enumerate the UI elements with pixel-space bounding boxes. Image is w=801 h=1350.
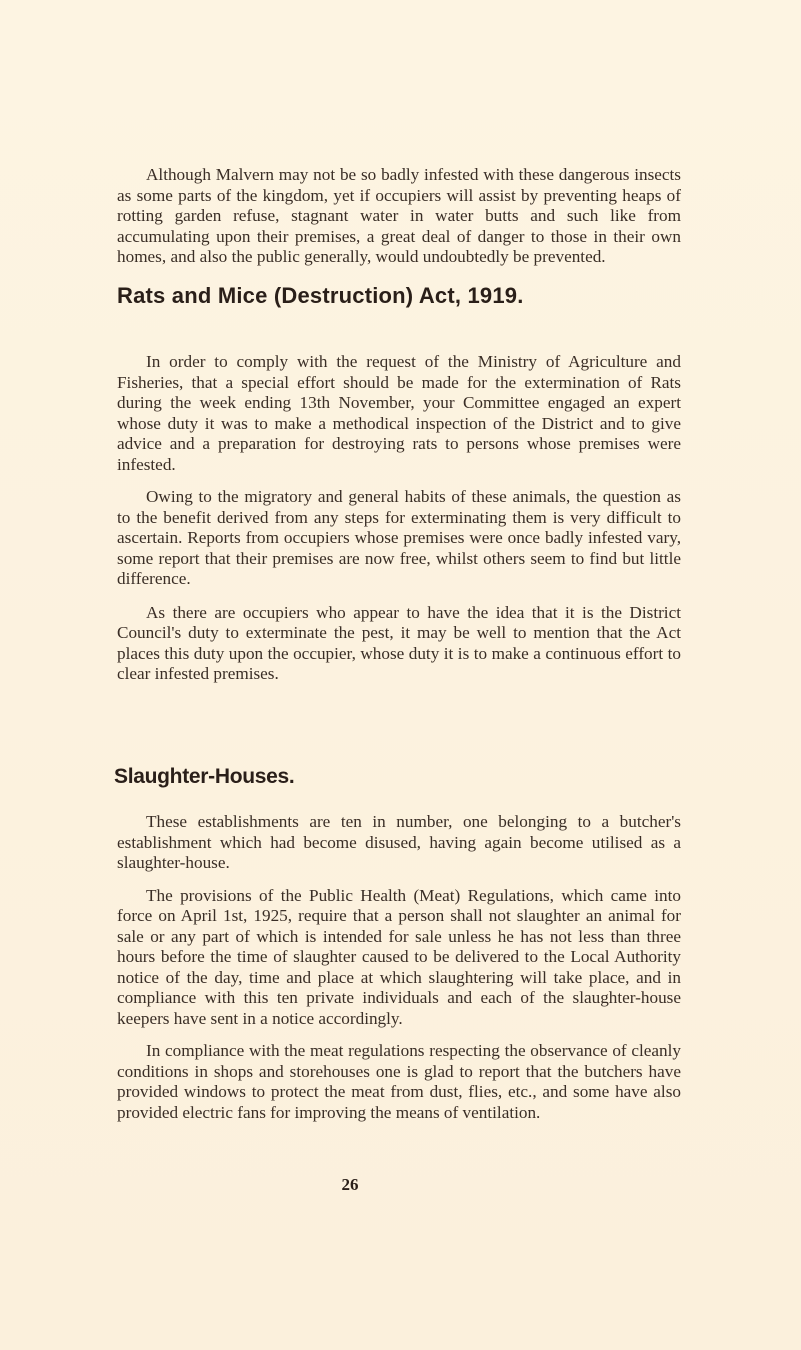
section-heading-slaughter-houses: Slaughter-Houses. [114,765,295,788]
slaughter-paragraph-3: In compliance with the meat regulations respecting the observance of cleanly conditions in shops and storehouses one is glad to report that the butchers have provided windows to protect the meat from dust, flies, etc., and some have also provided electric fans for improving the means of ventilation. [117,1041,681,1122]
intro-block [117,165,681,268]
page-number: 26 [341,1175,359,1194]
rats-paragraph-3: As there are occupiers who appear to have the idea that it is the District Council's duty to exterminate the pest, it may be well to mention that the Act places this duty upon the occupier, whose duty it is to make a continuous effort to clear infested premises. [117,602,681,683]
rats-paragraph-2: Owing to the migratory and general habits of these animals, the question as to the benefit derived from any steps for exterminating them is very difficult to ascertain. Reports from occupiers whose premises were once badly infested vary, some report that their premises are now free, whilst others seem to find but little difference. [117,487,681,588]
slaughter-section-body [117,812,681,1123]
rats-paragraph-1: In order to comply with the request of the Ministry of Agriculture and Fisheries, that a special effort should be made for the extermination of Rats during the week ending 13th November, your Committee engaged an expert whose duty it was to make a methodical inspection of the District and to give advice and a preparation for destroying rats to persons whose premises were infested. [117,352,681,474]
rats-section-body [117,352,681,685]
section-heading-rats-and-mice: Rats and Mice (Destruction) Act, 1919. [117,283,524,308]
slaughter-paragraph-1: These establishments are ten in number, one belonging to a butcher's establishment which had become disused, having again become utilised as a slaughter-house. [117,812,681,872]
intro-paragraph: Although Malvern may not be so badly infested with these dangerous insects as some parts of the kingdom, yet if occupiers will assist by preventing heaps of rotting garden refuse, stagnant water in water butts and such like from accumulating upon their premises, a great deal of danger to those in their own homes, and also the public generally, would undoubtedly be prevented. [117,165,681,266]
slaughter-paragraph-2: The provisions of the Public Health (Meat) Regulations, which came into force on April 1st, 1925, require that a person shall not slaughter an animal for sale or any part of which is intended for sale unless he has not less than three hours before the time of slaughter caused to be delivered to the Local Authority notice of the day, time and place at which slaughtering will take place, and in compliance with this ten private individuals and each of the slaughter-house keepers have sent in a notice accordingly. [117,885,681,1028]
